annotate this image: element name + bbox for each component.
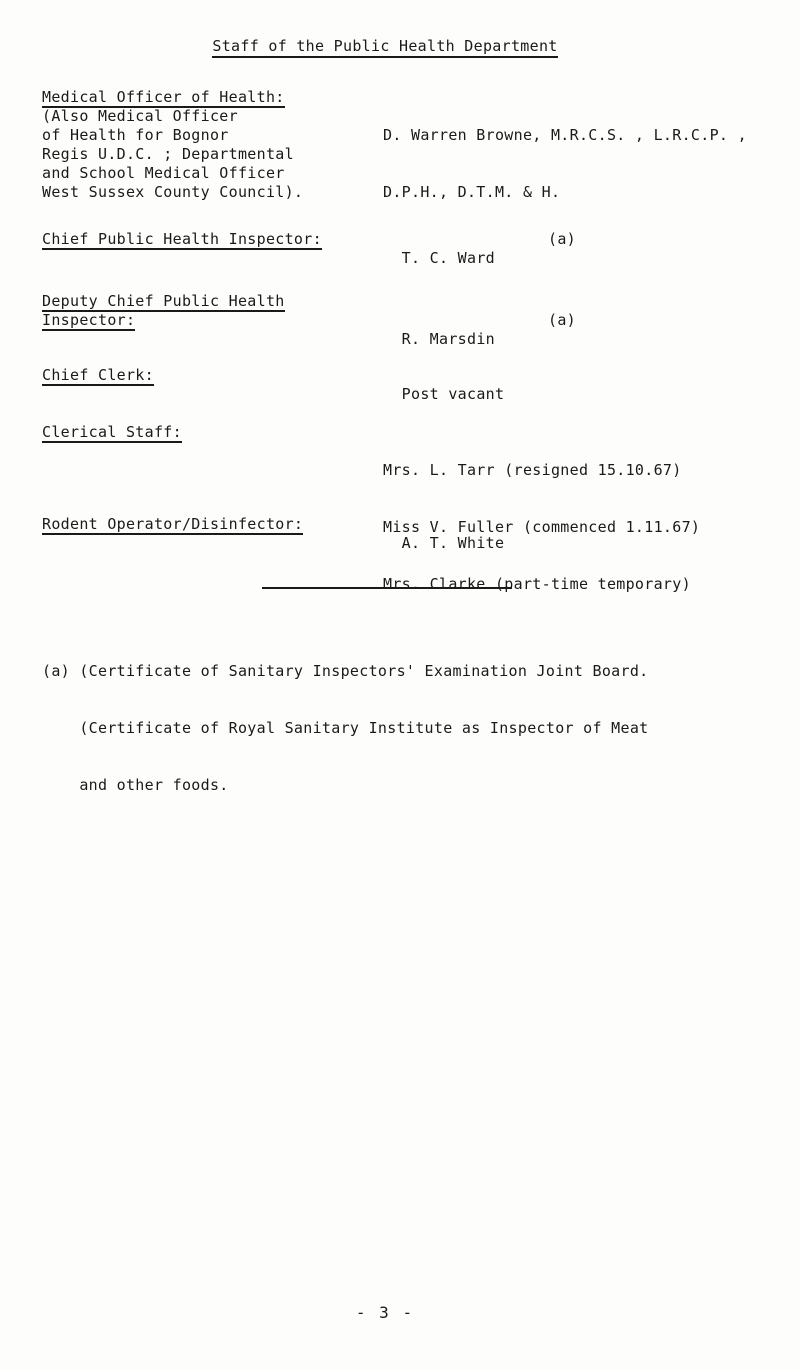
page-number: - 3 - (355, 1303, 415, 1322)
deputy-inspector-heading-line2: Inspector: (42, 311, 136, 329)
deputy-inspector-heading-line1: Deputy Chief Public Health (42, 292, 285, 310)
medical-officer-label (42, 88, 342, 202)
clerical-staff-member: Mrs. L. Tarr (resigned 15.10.67) (383, 461, 682, 479)
rodent-operator-label (42, 515, 342, 534)
rodent-operator-name: A. T. White (401, 534, 505, 552)
clerical-staff-heading: Clerical Staff: (42, 423, 182, 441)
medical-officer-value (383, 88, 798, 221)
medical-officer-note-line: and School Medical Officer (42, 164, 285, 182)
deputy-inspector-value (383, 311, 798, 349)
medical-officer-name: D. Warren Browne, M.R.C.S. , L.R.C.P. , (383, 126, 747, 144)
clerical-staff-member: Mrs. Clarke (part-time temporary) (383, 575, 691, 593)
medical-officer-heading: Medical Officer of Health: (42, 88, 285, 106)
medical-officer-note-line: West Sussex County Council). (42, 183, 304, 201)
chief-inspector-value (383, 230, 798, 268)
page-title (0, 37, 770, 55)
rodent-operator-value (383, 515, 798, 553)
medical-officer-note-line: (Also Medical Officer (42, 107, 238, 125)
chief-clerk-value (383, 366, 798, 404)
deputy-inspector-qualifier: (a) (548, 311, 576, 329)
chief-clerk-status: Post vacant (401, 385, 505, 403)
chief-inspector-name: T. C. Ward (401, 249, 495, 267)
chief-inspector-qualifier: (a) (548, 230, 576, 248)
clerical-staff-label (42, 423, 342, 442)
rodent-operator-heading: Rodent Operator/Disinfector: (42, 515, 304, 533)
chief-inspector-heading: Chief Public Health Inspector: (42, 230, 322, 248)
chief-clerk-heading: Chief Clerk: (42, 366, 154, 384)
chief-inspector-label (42, 230, 342, 249)
footnote-line: (Certificate of Royal Sanitary Institute as Inspector of Meat (42, 719, 649, 737)
footnote-line: (a) (Certificate of Sanitary Inspectors' Examination Joint Board. (42, 662, 649, 680)
medical-officer-note-line: of Health for Bognor (42, 126, 229, 144)
chief-clerk-label (42, 366, 342, 385)
deputy-inspector-label (42, 292, 342, 330)
section-divider (262, 587, 512, 589)
footnote-line: and other foods. (42, 776, 229, 794)
footnote (42, 624, 782, 814)
deputy-inspector-name: R. Marsdin (401, 330, 495, 348)
medical-officer-note-line: Regis U.D.C. ; Departmental (42, 145, 294, 163)
page-title-text: Staff of the Public Health Department (212, 37, 557, 58)
medical-officer-qualifications: D.P.H., D.T.M. & H. (383, 183, 561, 201)
clerical-staff-member: Miss V. Fuller (commenced 1.11.67) (383, 518, 701, 536)
